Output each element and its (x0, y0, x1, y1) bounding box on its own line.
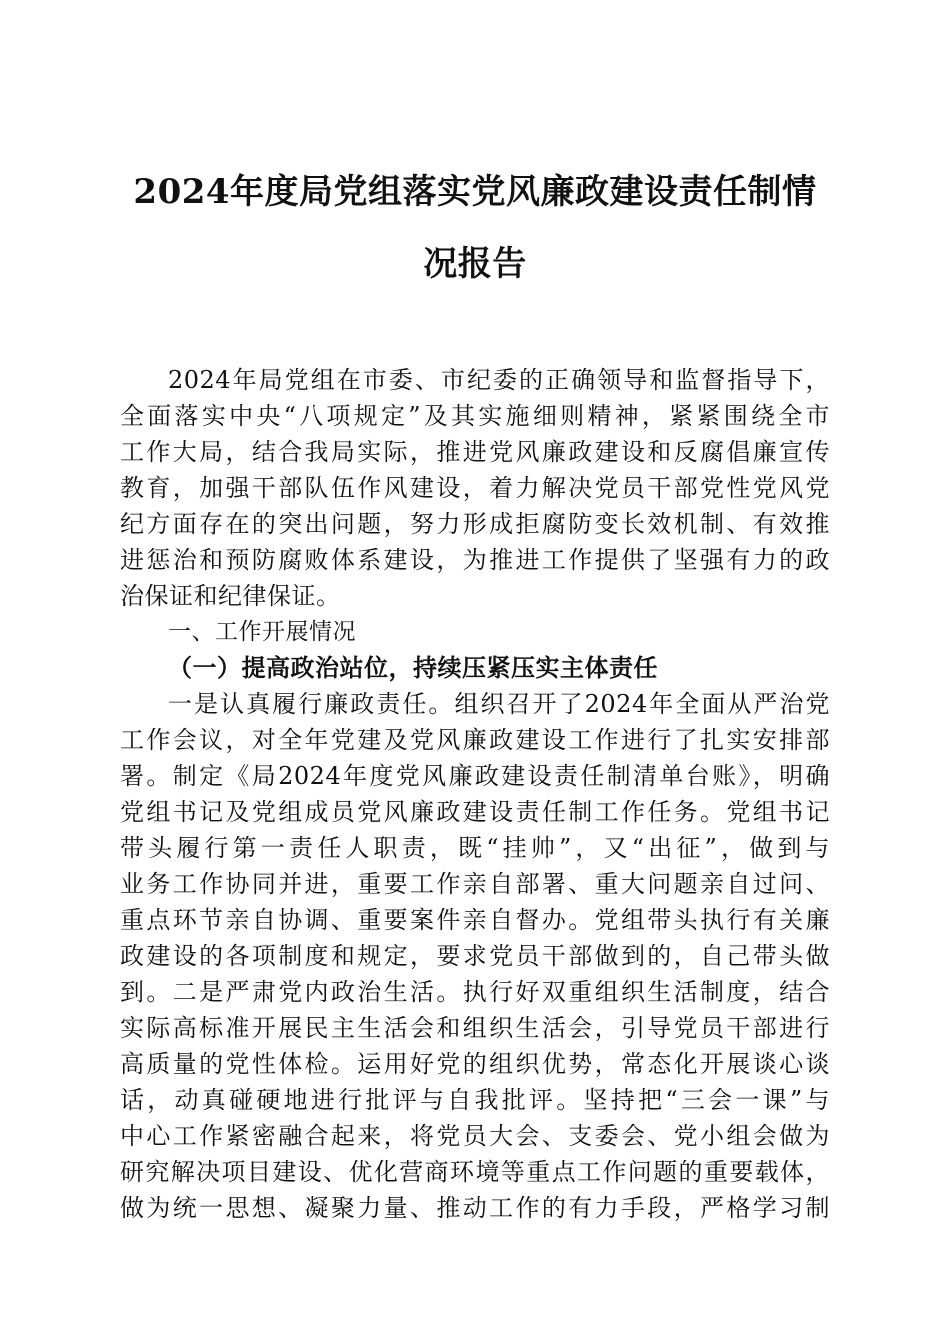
document-title-line-1: 2024年度局党组落实党风廉政建设责任制情 (133, 172, 817, 212)
intro-line: 工作大局，结合我局实际，推进党风廉政建设和反腐倡廉宣传 (120, 438, 830, 466)
body-line: 重点环节亲自协调、重要案件亲自督办。党组带头执行有关廉 (120, 906, 830, 934)
intro-line: 进惩治和预防腐败体系建设，为推进工作提供了坚强有力的政 (120, 546, 830, 574)
body-line: 话，动真碰硬地进行批评与自我批评。坚持把“三会一课”与 (120, 1086, 830, 1114)
body-line: 业务工作协同并进，重要工作亲自部署、重大问题亲自过问、 (120, 870, 830, 898)
body-line: 中心工作紧密融合起来，将党员大会、支委会、党小组会做为 (120, 1122, 830, 1150)
body-line: 带头履行第一责任人职责，既“挂帅”，又“出征”，做到与 (120, 834, 830, 862)
body-line: 实际高标准开展民主生活会和组织生活会，引导党员干部进行 (120, 1014, 830, 1042)
intro-line: 纪方面存在的突出问题，努力形成拒腐防变长效机制、有效推 (120, 510, 830, 538)
body-line: 研究解决项目建设、优化营商环境等重点工作问题的重要载体， (120, 1158, 830, 1186)
body-line: 政建设的各项制度和规定，要求党员干部做到的，自己带头做 (120, 942, 830, 970)
body-line: 工作会议，对全年党建及党风廉政建设工作进行了扎实安排部 (120, 726, 830, 754)
document-body (120, 362, 830, 1226)
intro-line: 治保证和纪律保证。 (120, 582, 341, 610)
body-line: 到。二是严肃党内政治生活。执行好双重组织生活制度，结合 (120, 978, 830, 1006)
subsection-heading: （一）提高政治站位，持续压紧压实主体责任 (168, 653, 658, 682)
body-line: 做为统一思想、凝聚力量、推动工作的有力手段，严格学习制 (120, 1194, 830, 1222)
document-title-line-2: 况报告 (423, 244, 527, 284)
intro-line: 全面落实中央“八项规定”及其实施细则精神，紧紧围绕全市 (120, 402, 830, 430)
section-heading: 一、工作开展情况 (168, 619, 356, 645)
intro-line: 教育，加强干部队伍作风建设，着力解决党员干部党性党风党 (120, 474, 830, 502)
intro-line: 2024年局党组在市委、市纪委的正确领导和监督指导下， (168, 366, 830, 394)
body-line: 署。制定《局2024年度党风廉政建设责任制清单台账》，明确 (120, 762, 830, 790)
body-line: 党组书记及党组成员党风廉政建设责任制工作任务。党组书记 (120, 798, 830, 826)
body-line: 高质量的党性体检。运用好党的组织优势，常态化开展谈心谈 (120, 1050, 830, 1078)
body-line: 一是认真履行廉政责任。组织召开了2024年全面从严治党 (168, 690, 830, 718)
